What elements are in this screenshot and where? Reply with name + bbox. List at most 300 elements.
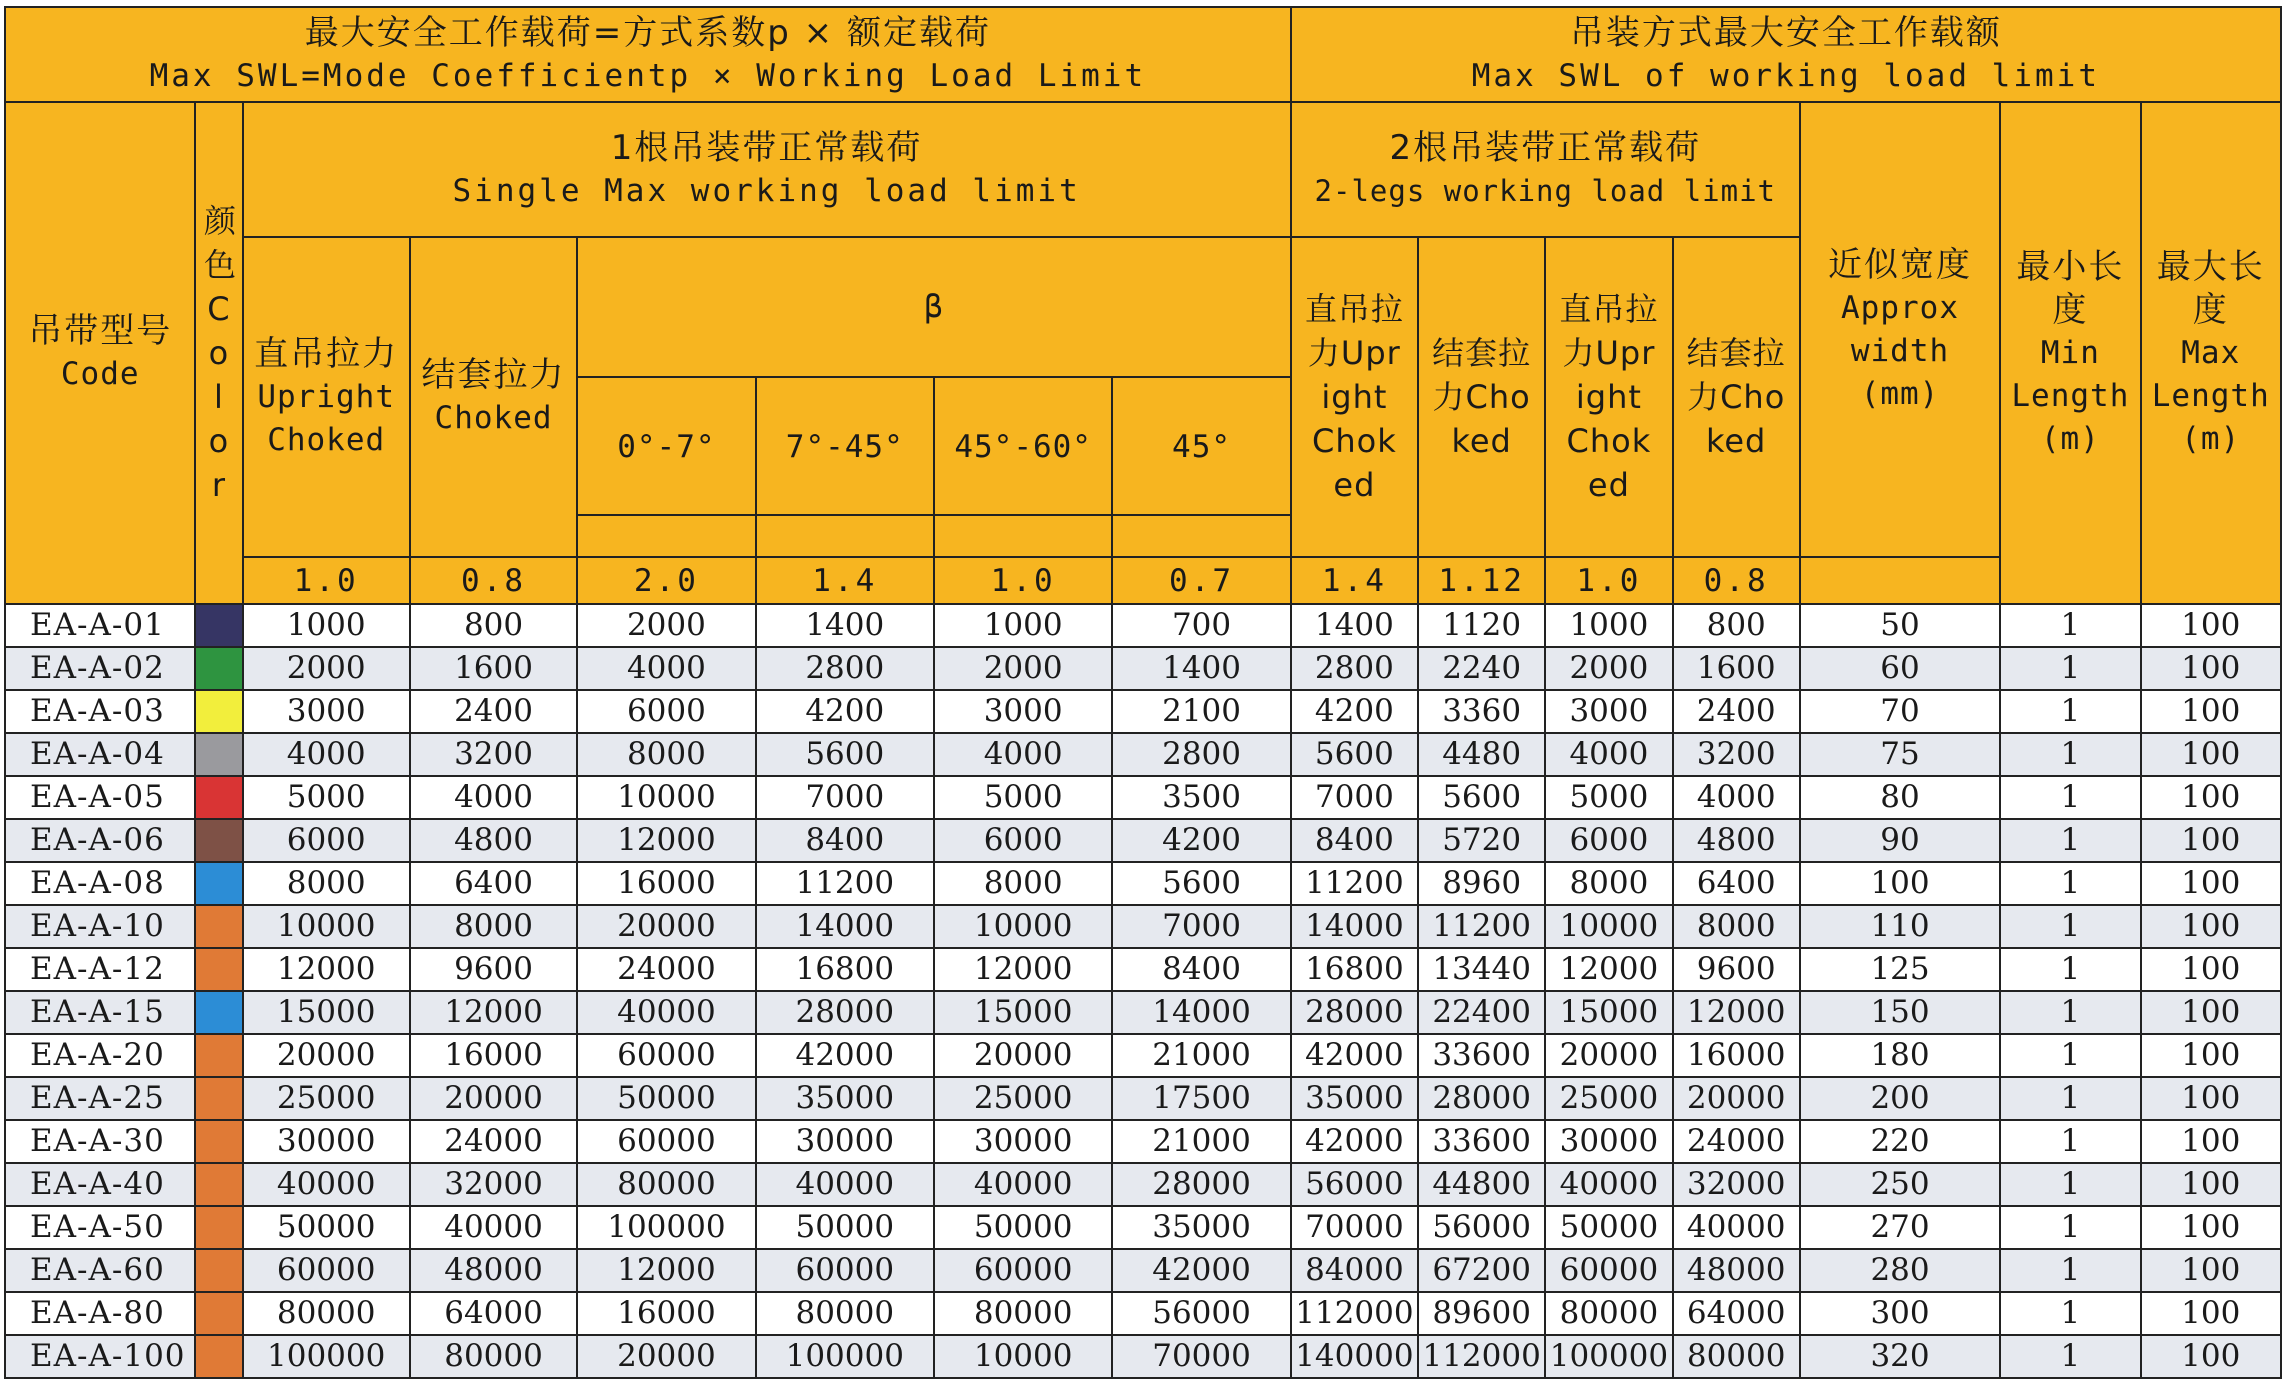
two-choked-2-cell: 12000 bbox=[1673, 991, 1800, 1034]
max-length-cell: 100 bbox=[2141, 1335, 2281, 1378]
color-cell bbox=[195, 819, 242, 862]
min-length-cell: 1 bbox=[2000, 1292, 2140, 1335]
two-choked-2-cell: 16000 bbox=[1673, 1034, 1800, 1077]
swl-title-cn: 吊装方式最大安全工作载额 bbox=[1569, 12, 2002, 53]
upright-cell: 50000 bbox=[243, 1206, 410, 1249]
angle-45-cell: 3500 bbox=[1112, 776, 1290, 819]
table-row bbox=[5, 733, 2281, 776]
angle-45-cell: 1400 bbox=[1112, 647, 1290, 690]
angle-0-7-cell: 10000 bbox=[577, 776, 755, 819]
two-upright-1-cell: 7000 bbox=[1291, 776, 1418, 819]
width-cell: 110 bbox=[1800, 905, 2000, 948]
max-length-cell: 100 bbox=[2141, 690, 2281, 733]
width-cell: 280 bbox=[1800, 1249, 2000, 1292]
two-upright-1-cell: 4200 bbox=[1291, 690, 1418, 733]
upright-header-en2: Choked bbox=[267, 421, 386, 458]
angle-7-45-cell: 5600 bbox=[756, 733, 934, 776]
two-upright-2-cell: 12000 bbox=[1545, 948, 1672, 991]
color-swatch bbox=[196, 1293, 241, 1334]
min-length-header-cn: 最小长度 bbox=[2016, 246, 2125, 330]
angle-0-7-cell: 8000 bbox=[577, 733, 755, 776]
max-length-cell: 100 bbox=[2141, 1077, 2281, 1120]
min-length-cell: 1 bbox=[2000, 1163, 2140, 1206]
code-header bbox=[5, 102, 195, 604]
two-upright-2-cell: 6000 bbox=[1545, 819, 1672, 862]
two-upright-1-cell: 5600 bbox=[1291, 733, 1418, 776]
max-length-cell: 100 bbox=[2141, 819, 2281, 862]
angle-45-60-cell: 50000 bbox=[934, 1206, 1112, 1249]
webbing-sling-spec-table bbox=[4, 6, 2282, 1379]
angle-45-cell: 2100 bbox=[1112, 690, 1290, 733]
choked-cell: 6400 bbox=[410, 862, 577, 905]
table-row bbox=[5, 862, 2281, 905]
max-length-cell: 100 bbox=[2141, 905, 2281, 948]
color-cell bbox=[195, 1206, 242, 1249]
two-choked-1-cell: 11200 bbox=[1418, 905, 1545, 948]
angle-45-60-cell: 1000 bbox=[934, 604, 1112, 647]
two-choked-1-cell: 5720 bbox=[1418, 819, 1545, 862]
two-upright-2-cell: 3000 bbox=[1545, 690, 1672, 733]
table-row bbox=[5, 1249, 2281, 1292]
angle-45-60-cell: 2000 bbox=[934, 647, 1112, 690]
angle-7-45-cell: 30000 bbox=[756, 1120, 934, 1163]
beta-label: β bbox=[924, 288, 944, 325]
width-cell: 150 bbox=[1800, 991, 2000, 1034]
choked-cell: 16000 bbox=[410, 1034, 577, 1077]
two-choked-2-cell: 4000 bbox=[1673, 776, 1800, 819]
two-upright-2-cell: 100000 bbox=[1545, 1335, 1672, 1378]
two-upright-label-2: 直吊拉力Upright Choked bbox=[1559, 290, 1659, 504]
angle-45-60-cell: 10000 bbox=[934, 905, 1112, 948]
upright-cell: 1000 bbox=[243, 604, 410, 647]
two-upright-2-cell: 5000 bbox=[1545, 776, 1672, 819]
width-header bbox=[1800, 102, 2000, 557]
angle-7-45-cell: 2800 bbox=[756, 647, 934, 690]
angle-0-7-cell: 6000 bbox=[577, 690, 755, 733]
min-length-cell: 1 bbox=[2000, 819, 2140, 862]
angle-header-3 bbox=[934, 377, 1112, 515]
choked-cell: 20000 bbox=[410, 1077, 577, 1120]
code-cell: EA-A-50 bbox=[5, 1206, 195, 1249]
coefficient-angle-45 bbox=[1112, 557, 1290, 604]
min-length-cell: 1 bbox=[2000, 905, 2140, 948]
two-upright-2-cell: 60000 bbox=[1545, 1249, 1672, 1292]
width-header-en: Approx width bbox=[1841, 289, 1959, 369]
angle-45-cell: 70000 bbox=[1112, 1335, 1290, 1378]
color-cell bbox=[195, 604, 242, 647]
angle-45-cell: 35000 bbox=[1112, 1206, 1290, 1249]
min-length-cell: 1 bbox=[2000, 647, 2140, 690]
width-cell: 180 bbox=[1800, 1034, 2000, 1077]
choked-cell: 12000 bbox=[410, 991, 577, 1034]
color-swatch bbox=[196, 1250, 241, 1291]
two-choked-2-cell: 80000 bbox=[1673, 1335, 1800, 1378]
upright-cell: 25000 bbox=[243, 1077, 410, 1120]
two-upright-label-1: 直吊拉力Upright Choked bbox=[1304, 290, 1404, 504]
choked-cell: 1600 bbox=[410, 647, 577, 690]
color-swatch bbox=[196, 605, 241, 646]
formula-title-cell bbox=[5, 7, 1291, 102]
upright-header-en1: Upright bbox=[257, 378, 395, 415]
two-choked-1-cell: 3360 bbox=[1418, 690, 1545, 733]
table-header bbox=[5, 7, 2281, 604]
angle-label-3: 45°-60° bbox=[954, 428, 1092, 465]
angle-45-60-cell: 20000 bbox=[934, 1034, 1112, 1077]
angle-45-cell: 5600 bbox=[1112, 862, 1290, 905]
code-cell: EA-A-05 bbox=[5, 776, 195, 819]
two-choked-2-cell: 8000 bbox=[1673, 905, 1800, 948]
table-row bbox=[5, 905, 2281, 948]
code-cell: EA-A-02 bbox=[5, 647, 195, 690]
choked-cell: 48000 bbox=[410, 1249, 577, 1292]
table-row bbox=[5, 1034, 2281, 1077]
coefficient-value: 1.0 bbox=[1576, 563, 1642, 599]
upright-cell: 80000 bbox=[243, 1292, 410, 1335]
code-cell: EA-A-01 bbox=[5, 604, 195, 647]
width-cell: 270 bbox=[1800, 1206, 2000, 1249]
two-upright-1-cell: 8400 bbox=[1291, 819, 1418, 862]
upright-cell: 100000 bbox=[243, 1335, 410, 1378]
angle-7-45-cell: 28000 bbox=[756, 991, 934, 1034]
code-cell: EA-A-03 bbox=[5, 690, 195, 733]
min-length-cell: 1 bbox=[2000, 991, 2140, 1034]
upright-header-cn: 直吊拉力 bbox=[254, 333, 399, 374]
angle-45-cell: 21000 bbox=[1112, 1034, 1290, 1077]
angle-spacer-2 bbox=[756, 515, 934, 557]
choked-cell: 40000 bbox=[410, 1206, 577, 1249]
width-cell: 80 bbox=[1800, 776, 2000, 819]
max-length-cell: 100 bbox=[2141, 1163, 2281, 1206]
two-choked-1-cell: 33600 bbox=[1418, 1034, 1545, 1077]
coefficient-value: 1.12 bbox=[1438, 563, 1525, 599]
max-length-header bbox=[2141, 102, 2281, 604]
two-upright-1-cell: 42000 bbox=[1291, 1120, 1418, 1163]
code-cell: EA-A-20 bbox=[5, 1034, 195, 1077]
coefficient-value: 1.0 bbox=[293, 563, 359, 599]
two-upright-2-cell: 50000 bbox=[1545, 1206, 1672, 1249]
swl-title-cell bbox=[1291, 7, 2281, 102]
angle-7-45-cell: 4200 bbox=[756, 690, 934, 733]
table-row bbox=[5, 991, 2281, 1034]
two-choked-2-cell: 6400 bbox=[1673, 862, 1800, 905]
coefficient-value: 1.4 bbox=[812, 563, 878, 599]
coefficient-value: 0.8 bbox=[1703, 563, 1769, 599]
max-length-cell: 100 bbox=[2141, 1034, 2281, 1077]
two-choked-2-cell: 2400 bbox=[1673, 690, 1800, 733]
width-cell: 300 bbox=[1800, 1292, 2000, 1335]
table-row bbox=[5, 1292, 2281, 1335]
two-upright-1-cell: 140000 bbox=[1291, 1335, 1418, 1378]
angle-7-45-cell: 14000 bbox=[756, 905, 934, 948]
max-length-cell: 100 bbox=[2141, 647, 2281, 690]
width-cell: 200 bbox=[1800, 1077, 2000, 1120]
color-cell bbox=[195, 1034, 242, 1077]
code-cell: EA-A-06 bbox=[5, 819, 195, 862]
color-header-label: 颜色Color bbox=[203, 202, 237, 504]
color-swatch bbox=[196, 1121, 241, 1162]
max-length-cell: 100 bbox=[2141, 1249, 2281, 1292]
two-choked-2-cell: 800 bbox=[1673, 604, 1800, 647]
coefficient-angle-0-7 bbox=[577, 557, 755, 604]
angle-45-60-cell: 12000 bbox=[934, 948, 1112, 991]
color-swatch bbox=[196, 949, 241, 990]
angle-45-60-cell: 3000 bbox=[934, 690, 1112, 733]
two-upright-header-2 bbox=[1545, 237, 1672, 557]
two-upright-1-cell: 28000 bbox=[1291, 991, 1418, 1034]
width-cell: 220 bbox=[1800, 1120, 2000, 1163]
min-length-cell: 1 bbox=[2000, 690, 2140, 733]
coefficient-value: 1.0 bbox=[990, 563, 1056, 599]
color-cell bbox=[195, 1163, 242, 1206]
code-header-cn: 吊带型号 bbox=[28, 311, 173, 351]
coefficient-two-choked-2 bbox=[1673, 557, 1800, 604]
color-swatch bbox=[196, 906, 241, 947]
two-upright-header-1 bbox=[1291, 237, 1418, 557]
two-choked-2-cell: 3200 bbox=[1673, 733, 1800, 776]
color-cell bbox=[195, 991, 242, 1034]
width-header-cn: 近似宽度 bbox=[1828, 244, 1973, 285]
two-choked-header-1 bbox=[1418, 237, 1545, 557]
angle-45-cell: 42000 bbox=[1112, 1249, 1290, 1292]
angle-7-45-cell: 35000 bbox=[756, 1077, 934, 1120]
choked-header-en: Choked bbox=[434, 400, 553, 436]
coefficient-two-choked-1 bbox=[1418, 557, 1545, 604]
choked-cell: 8000 bbox=[410, 905, 577, 948]
color-swatch bbox=[196, 820, 241, 861]
two-upright-2-cell: 4000 bbox=[1545, 733, 1672, 776]
angle-0-7-cell: 100000 bbox=[577, 1206, 755, 1249]
choked-cell: 4000 bbox=[410, 776, 577, 819]
two-upright-2-cell: 2000 bbox=[1545, 647, 1672, 690]
color-cell bbox=[195, 647, 242, 690]
max-length-cell: 100 bbox=[2141, 733, 2281, 776]
angle-45-60-cell: 8000 bbox=[934, 862, 1112, 905]
two-choked-1-cell: 22400 bbox=[1418, 991, 1545, 1034]
angle-45-60-cell: 60000 bbox=[934, 1249, 1112, 1292]
angle-45-cell: 28000 bbox=[1112, 1163, 1290, 1206]
width-header-unit: (mm) bbox=[1860, 375, 1940, 412]
code-cell: EA-A-100 bbox=[5, 1335, 195, 1378]
table-row bbox=[5, 819, 2281, 862]
angle-spacer-3 bbox=[934, 515, 1112, 557]
angle-header-4 bbox=[1112, 377, 1290, 515]
beta-header bbox=[577, 237, 1291, 377]
min-length-cell: 1 bbox=[2000, 862, 2140, 905]
color-cell bbox=[195, 1077, 242, 1120]
color-swatch bbox=[196, 691, 241, 732]
angle-0-7-cell: 80000 bbox=[577, 1163, 755, 1206]
two-choked-2-cell: 20000 bbox=[1673, 1077, 1800, 1120]
angle-0-7-cell: 50000 bbox=[577, 1077, 755, 1120]
two-choked-2-cell: 32000 bbox=[1673, 1163, 1800, 1206]
color-swatch bbox=[196, 1336, 241, 1377]
min-length-cell: 1 bbox=[2000, 1249, 2140, 1292]
color-swatch bbox=[196, 1207, 241, 1248]
angle-45-60-cell: 40000 bbox=[934, 1163, 1112, 1206]
max-length-cell: 100 bbox=[2141, 1292, 2281, 1335]
angle-7-45-cell: 1400 bbox=[756, 604, 934, 647]
coefficient-choked bbox=[410, 557, 577, 604]
two-choked-1-cell: 112000 bbox=[1418, 1335, 1545, 1378]
double-header-cn: 2根吊装带正常载荷 bbox=[1389, 127, 1702, 168]
angle-45-cell: 56000 bbox=[1112, 1292, 1290, 1335]
choked-cell: 3200 bbox=[410, 733, 577, 776]
max-length-cell: 100 bbox=[2141, 604, 2281, 647]
angle-0-7-cell: 60000 bbox=[577, 1034, 755, 1077]
two-choked-label-2: 结套拉力Choked bbox=[1686, 334, 1786, 460]
color-cell bbox=[195, 776, 242, 819]
color-cell bbox=[195, 690, 242, 733]
angle-0-7-cell: 20000 bbox=[577, 1335, 755, 1378]
min-length-cell: 1 bbox=[2000, 1077, 2140, 1120]
angle-0-7-cell: 4000 bbox=[577, 647, 755, 690]
min-length-cell: 1 bbox=[2000, 948, 2140, 991]
angle-45-60-cell: 80000 bbox=[934, 1292, 1112, 1335]
swl-title-en: Max SWL of working load limit bbox=[1471, 57, 2100, 94]
coefficient-angle-7-45 bbox=[756, 557, 934, 604]
max-length-cell: 100 bbox=[2141, 948, 2281, 991]
width-cell: 125 bbox=[1800, 948, 2000, 991]
two-choked-header-2 bbox=[1673, 237, 1800, 557]
color-swatch bbox=[196, 1078, 241, 1119]
width-cell: 70 bbox=[1800, 690, 2000, 733]
upright-cell: 20000 bbox=[243, 1034, 410, 1077]
upright-cell: 5000 bbox=[243, 776, 410, 819]
upright-cell: 10000 bbox=[243, 905, 410, 948]
coefficient-row bbox=[5, 557, 2281, 604]
angle-45-60-cell: 30000 bbox=[934, 1120, 1112, 1163]
table-row bbox=[5, 776, 2281, 819]
choked-cell: 80000 bbox=[410, 1335, 577, 1378]
angle-0-7-cell: 16000 bbox=[577, 1292, 755, 1335]
color-swatch bbox=[196, 992, 241, 1033]
two-upright-1-cell: 11200 bbox=[1291, 862, 1418, 905]
color-cell bbox=[195, 948, 242, 991]
max-length-header-unit: (m) bbox=[2181, 420, 2241, 457]
angle-0-7-cell: 40000 bbox=[577, 991, 755, 1034]
color-cell bbox=[195, 905, 242, 948]
code-cell: EA-A-04 bbox=[5, 733, 195, 776]
angle-7-45-cell: 7000 bbox=[756, 776, 934, 819]
code-cell: EA-A-60 bbox=[5, 1249, 195, 1292]
angle-45-cell: 4200 bbox=[1112, 819, 1290, 862]
code-cell: EA-A-25 bbox=[5, 1077, 195, 1120]
upright-cell: 30000 bbox=[243, 1120, 410, 1163]
two-upright-2-cell: 10000 bbox=[1545, 905, 1672, 948]
width-cell: 320 bbox=[1800, 1335, 2000, 1378]
two-upright-2-cell: 80000 bbox=[1545, 1292, 1672, 1335]
angle-7-45-cell: 11200 bbox=[756, 862, 934, 905]
coefficient-two-upright-2 bbox=[1545, 557, 1672, 604]
angle-label-4: 45° bbox=[1172, 428, 1232, 465]
angle-7-45-cell: 40000 bbox=[756, 1163, 934, 1206]
table-row bbox=[5, 647, 2281, 690]
code-cell: EA-A-15 bbox=[5, 991, 195, 1034]
upright-cell: 3000 bbox=[243, 690, 410, 733]
color-swatch bbox=[196, 734, 241, 775]
two-choked-1-cell: 4480 bbox=[1418, 733, 1545, 776]
coefficient-two-upright-1 bbox=[1291, 557, 1418, 604]
two-choked-2-cell: 64000 bbox=[1673, 1292, 1800, 1335]
code-cell: EA-A-08 bbox=[5, 862, 195, 905]
two-upright-1-cell: 1400 bbox=[1291, 604, 1418, 647]
two-upright-1-cell: 70000 bbox=[1291, 1206, 1418, 1249]
min-length-cell: 1 bbox=[2000, 604, 2140, 647]
two-choked-2-cell: 24000 bbox=[1673, 1120, 1800, 1163]
color-swatch bbox=[196, 863, 241, 904]
color-cell bbox=[195, 1120, 242, 1163]
choked-cell: 24000 bbox=[410, 1120, 577, 1163]
angle-7-45-cell: 16800 bbox=[756, 948, 934, 991]
angle-45-60-cell: 15000 bbox=[934, 991, 1112, 1034]
two-choked-1-cell: 2240 bbox=[1418, 647, 1545, 690]
upright-header bbox=[243, 237, 410, 557]
code-cell: EA-A-30 bbox=[5, 1120, 195, 1163]
coefficient-angle-45-60 bbox=[934, 557, 1112, 604]
upright-cell: 4000 bbox=[243, 733, 410, 776]
max-length-cell: 100 bbox=[2141, 1120, 2281, 1163]
coefficient-value: 1.4 bbox=[1321, 563, 1387, 599]
min-length-header bbox=[2000, 102, 2140, 604]
single-header-en: Single Max working load limit bbox=[452, 172, 1081, 209]
color-swatch bbox=[196, 1164, 241, 1205]
two-upright-1-cell: 2800 bbox=[1291, 647, 1418, 690]
angle-0-7-cell: 24000 bbox=[577, 948, 755, 991]
single-header bbox=[243, 102, 1291, 237]
angle-0-7-cell: 12000 bbox=[577, 819, 755, 862]
min-length-cell: 1 bbox=[2000, 1034, 2140, 1077]
two-choked-1-cell: 33600 bbox=[1418, 1120, 1545, 1163]
color-swatch bbox=[196, 777, 241, 818]
table-row bbox=[5, 604, 2281, 647]
max-length-cell: 100 bbox=[2141, 991, 2281, 1034]
angle-45-60-cell: 4000 bbox=[934, 733, 1112, 776]
two-choked-2-cell: 1600 bbox=[1673, 647, 1800, 690]
coefficient-upright bbox=[243, 557, 410, 604]
coefficient-value: 0.8 bbox=[461, 563, 527, 599]
min-length-cell: 1 bbox=[2000, 1206, 2140, 1249]
angle-0-7-cell: 60000 bbox=[577, 1120, 755, 1163]
angle-7-45-cell: 8400 bbox=[756, 819, 934, 862]
angle-7-45-cell: 50000 bbox=[756, 1206, 934, 1249]
choked-cell: 9600 bbox=[410, 948, 577, 991]
angle-0-7-cell: 20000 bbox=[577, 905, 755, 948]
table-row bbox=[5, 690, 2281, 733]
upright-cell: 8000 bbox=[243, 862, 410, 905]
color-cell bbox=[195, 862, 242, 905]
coefficient-value: 0.7 bbox=[1169, 563, 1235, 599]
two-upright-1-cell: 35000 bbox=[1291, 1077, 1418, 1120]
min-length-header-en: Min Length bbox=[2011, 334, 2130, 414]
max-length-header-cn: 最大长度 bbox=[2156, 246, 2265, 330]
two-choked-1-cell: 8960 bbox=[1418, 862, 1545, 905]
two-upright-2-cell: 20000 bbox=[1545, 1034, 1672, 1077]
upright-cell: 6000 bbox=[243, 819, 410, 862]
angle-45-60-cell: 25000 bbox=[934, 1077, 1112, 1120]
angle-7-45-cell: 60000 bbox=[756, 1249, 934, 1292]
angle-45-cell: 700 bbox=[1112, 604, 1290, 647]
two-upright-1-cell: 112000 bbox=[1291, 1292, 1418, 1335]
angle-45-cell: 14000 bbox=[1112, 991, 1290, 1034]
two-choked-2-cell: 48000 bbox=[1673, 1249, 1800, 1292]
angle-45-60-cell: 6000 bbox=[934, 819, 1112, 862]
table-body bbox=[5, 604, 2281, 1378]
angle-45-60-cell: 10000 bbox=[934, 1335, 1112, 1378]
angle-header-1 bbox=[577, 377, 755, 515]
width-cell: 50 bbox=[1800, 604, 2000, 647]
angle-0-7-cell: 16000 bbox=[577, 862, 755, 905]
two-choked-1-cell: 89600 bbox=[1418, 1292, 1545, 1335]
